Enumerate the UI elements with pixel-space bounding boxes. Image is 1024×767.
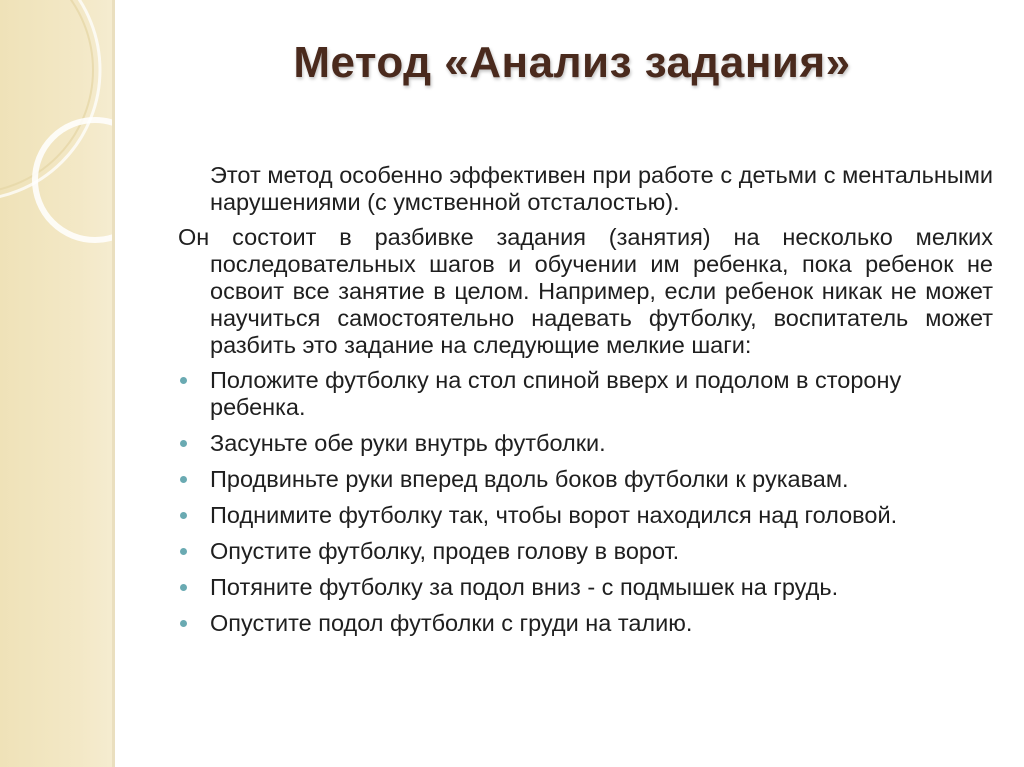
step-text: Опустите подол футболки с груди на талию. <box>210 610 693 636</box>
decorative-circle-large-inner <box>0 0 93 193</box>
decorative-sidebar <box>0 0 112 767</box>
list-item <box>178 574 993 601</box>
step-text: Потяните футболку за подол вниз - с подмышек на грудь. <box>210 574 839 600</box>
list-item <box>178 502 993 529</box>
slide-title: Метод «Анализ задания» <box>293 38 851 87</box>
bullet-icon <box>180 548 187 555</box>
intro-paragraph: Этот метод особенно эффективен при работе с детьми с ментальными нарушениями (с умственной отсталостью). <box>210 162 993 215</box>
bullet-icon <box>180 440 187 447</box>
slide-body <box>178 162 993 646</box>
list-item <box>178 367 993 421</box>
method-description-paragraph: Он состоит в разбивке задания (занятия) на несколько мелких последовательных шагов и обучении им ребенка, пока ребенок не освоит все занятие в целом. Например, если ребенок никак не может научиться самостоятельно надевать футболку, воспитатель может разбить это задание на следующие мелкие шаги: <box>178 224 993 358</box>
bullet-icon <box>180 476 187 483</box>
step-text: Положите футболку на стол спиной вверх и подолом в сторону ребенка. <box>210 367 902 420</box>
step-text: Опустите футболку, продев голову в ворот. <box>210 538 680 564</box>
step-text: Засуньте обе руки внутрь футболки. <box>210 430 606 456</box>
bullet-icon <box>180 584 187 591</box>
step-text: Продвиньте руки вперед вдоль боков футболки к рукавам. <box>210 466 849 492</box>
list-item <box>178 538 993 565</box>
bullet-icon <box>180 620 187 627</box>
bullet-icon <box>180 377 187 384</box>
list-item <box>178 466 993 493</box>
sidebar-divider <box>112 0 115 767</box>
step-text: Поднимите футболку так, чтобы ворот находился над головой. <box>210 502 898 528</box>
list-item <box>178 610 993 637</box>
decorative-circle-large <box>0 0 100 200</box>
steps-list <box>178 367 993 637</box>
list-item <box>178 430 993 457</box>
decorative-circles <box>0 0 112 767</box>
bullet-icon <box>180 512 187 519</box>
